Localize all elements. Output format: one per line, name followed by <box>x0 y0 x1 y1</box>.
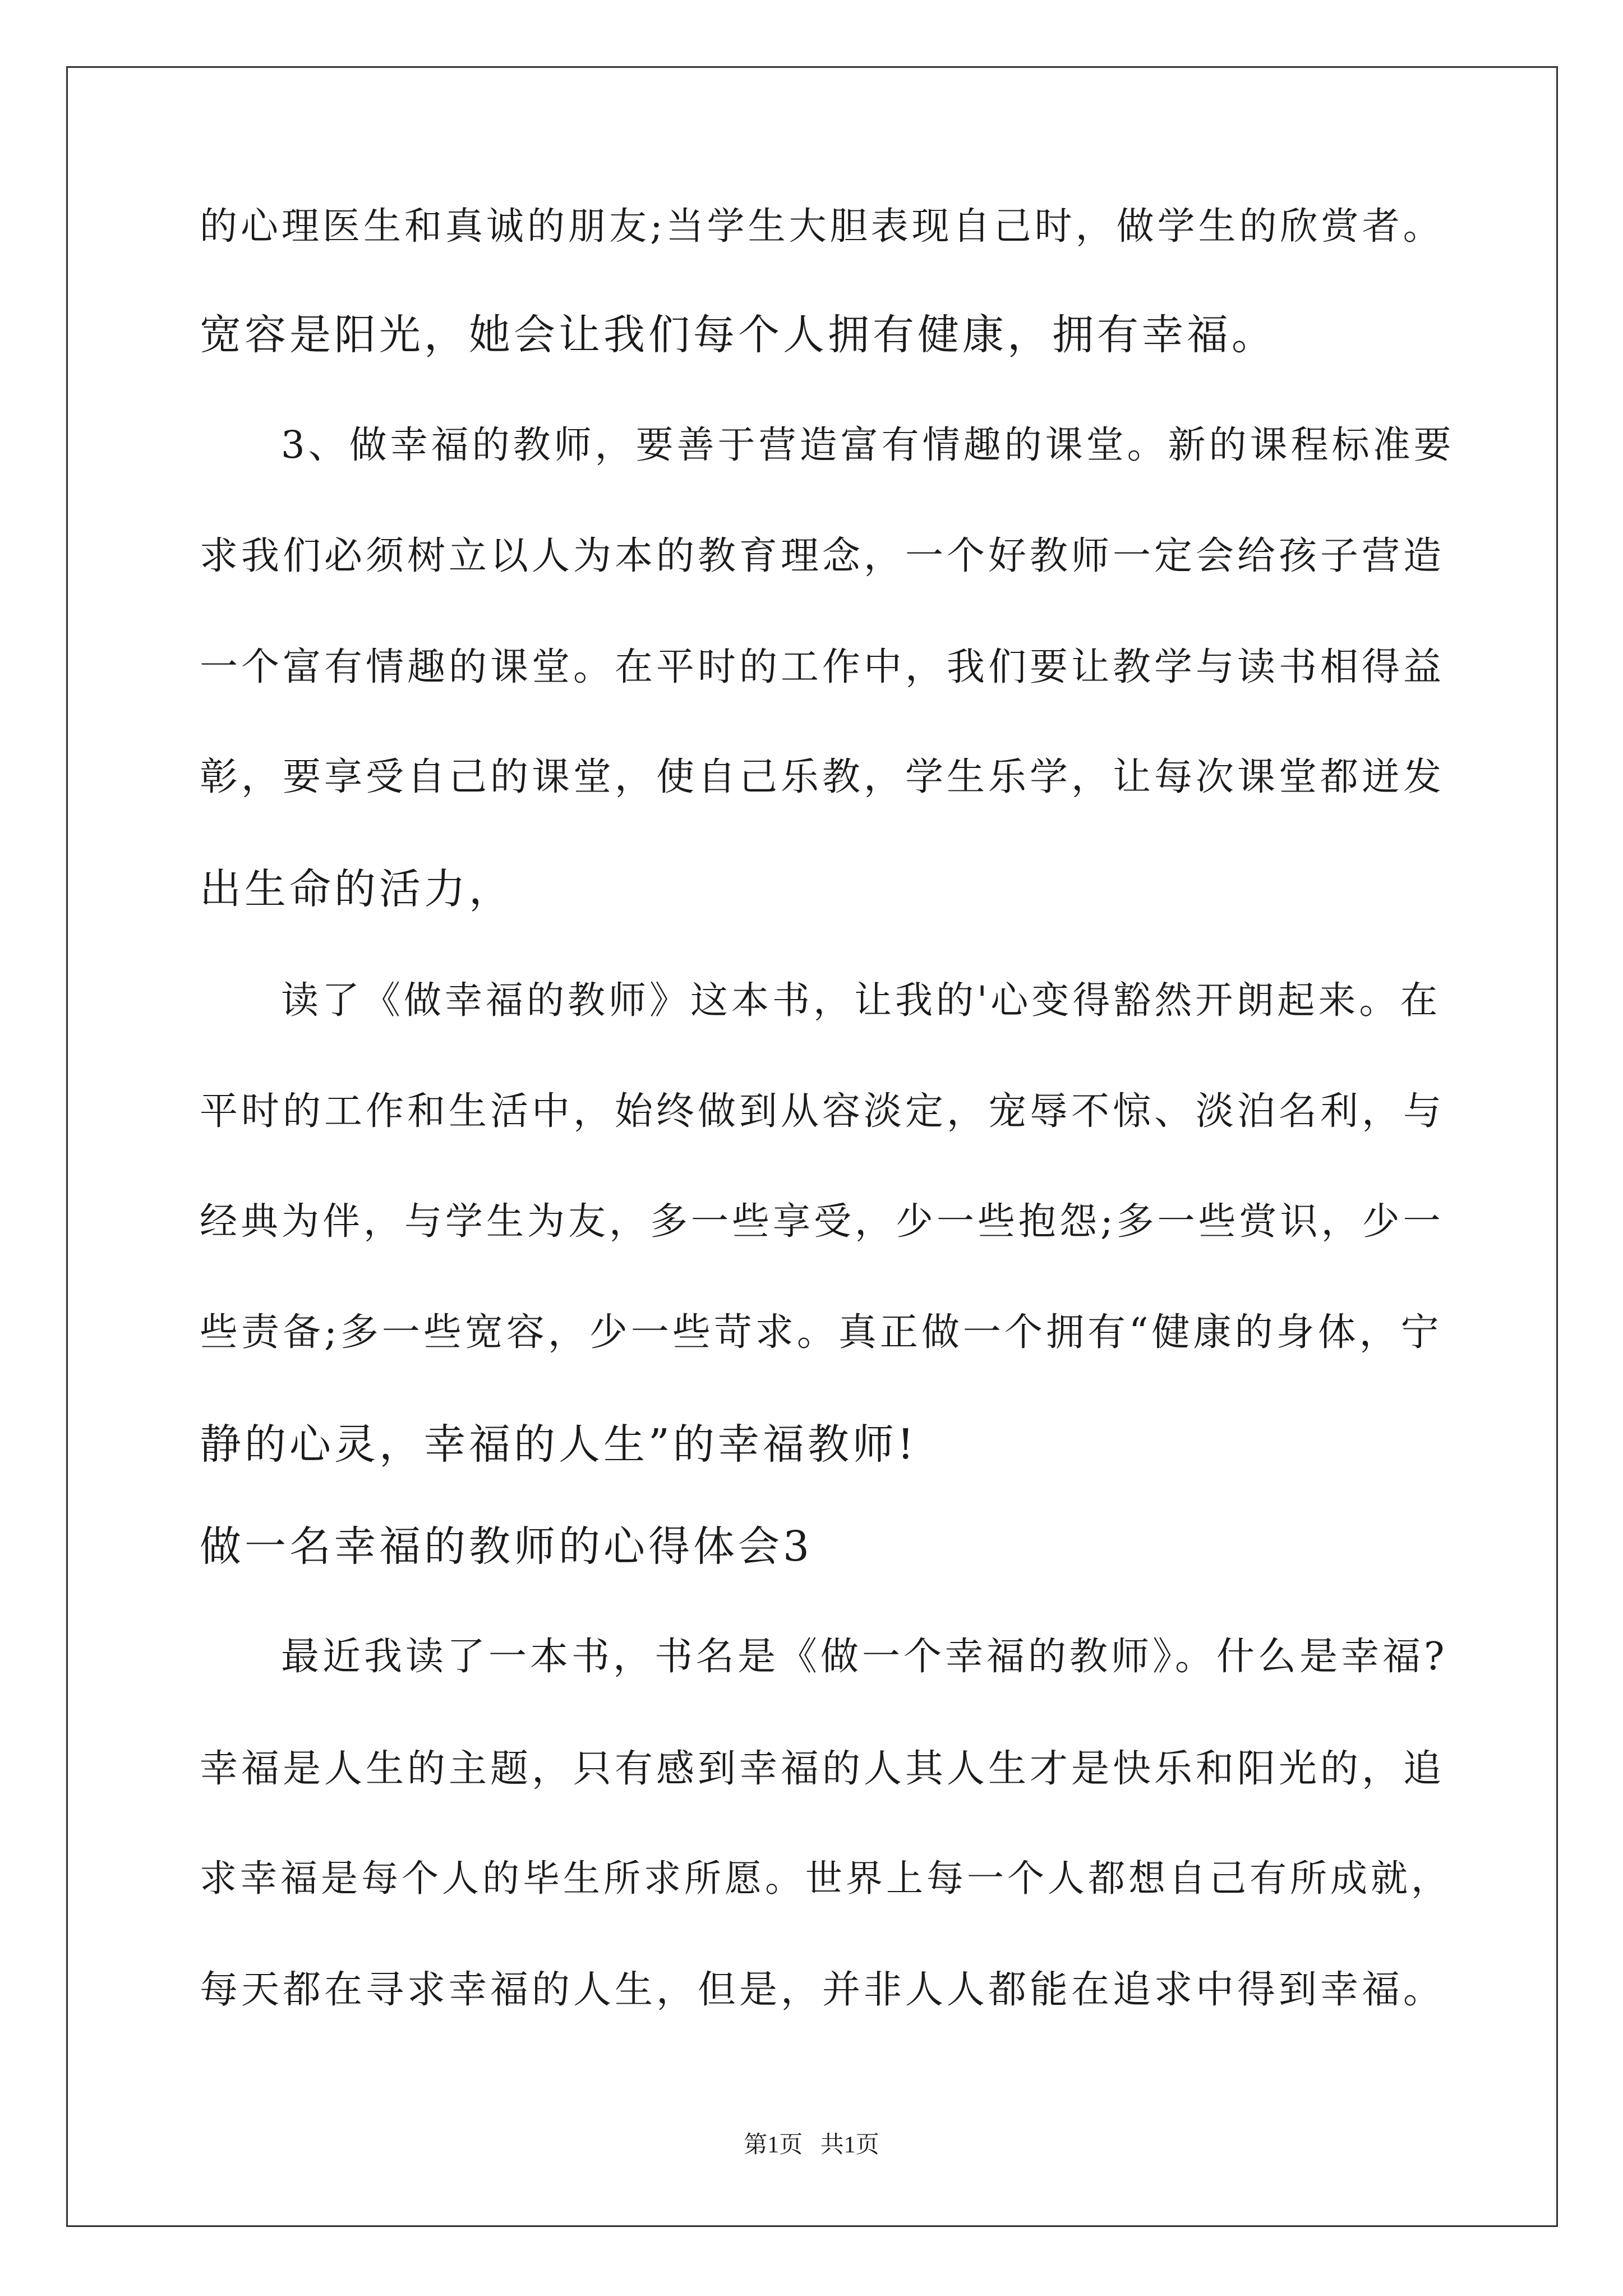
page-number-footer: 第1页 共1页 <box>744 2132 879 2158</box>
section-heading: 做一名幸福的教师的心得体会3 <box>200 1522 813 1571</box>
text-line: 经典为伴，与学生为友，多一些享受，少一些抱怨;多一些赏识，少一 <box>200 1199 1444 1243</box>
text-line: 出生命的活力， <box>200 865 514 913</box>
page-border <box>66 66 1558 2227</box>
text-line: 求幸福是每个人的毕生所求所愿。世界上每一个人都想自己有所成就， <box>200 1857 1451 1900</box>
text-line: 平时的工作和生活中，始终做到从容淡定，宠辱不惊、淡泊名利，与 <box>200 1089 1445 1134</box>
text-line: 静的心灵，幸福的人生”的幸福教师! <box>200 1420 917 1469</box>
text-line: 读了《做幸福的教师》这本书，让我的'心变得豁然开朗起来。在 <box>281 978 1441 1022</box>
text-line: 最近我读了一本书，书名是《做一个幸福的教师》。什么是幸福? <box>281 1635 1448 1679</box>
text-line: 3、做幸福的教师，要善于营造富有情趣的课堂。新的课程标准要 <box>281 423 1455 467</box>
text-line: 宽容是阳光，她会让我们每个人拥有健康，拥有幸福。 <box>200 311 1276 359</box>
text-line: 的心理医生和真诚的朋友;当学生大胆表现自己时，做学生的欣赏者。 <box>200 204 1444 248</box>
text-line: 求我们必须树立以人为本的教育理念，一个好教师一定会给孩子营造 <box>200 534 1445 578</box>
text-line: 幸福是人生的主题，只有感到幸福的人其人生才是快乐和阳光的，追 <box>200 1747 1445 1791</box>
text-line: 彰，要享受自己的课堂，使自己乐教，学生乐学，让每次课堂都迸发 <box>200 755 1445 799</box>
text-line: 一个富有情趣的课堂。在平时的工作中，我们要让教学与读书相得益 <box>200 645 1445 689</box>
text-line: 每天都在寻求幸福的人生，但是，并非人人都能在追求中得到幸福。 <box>200 1968 1445 2012</box>
text-line: 些责备;多一些宽容，少一些苛求。真正做一个拥有“健康的身体，宁 <box>200 1310 1442 1355</box>
